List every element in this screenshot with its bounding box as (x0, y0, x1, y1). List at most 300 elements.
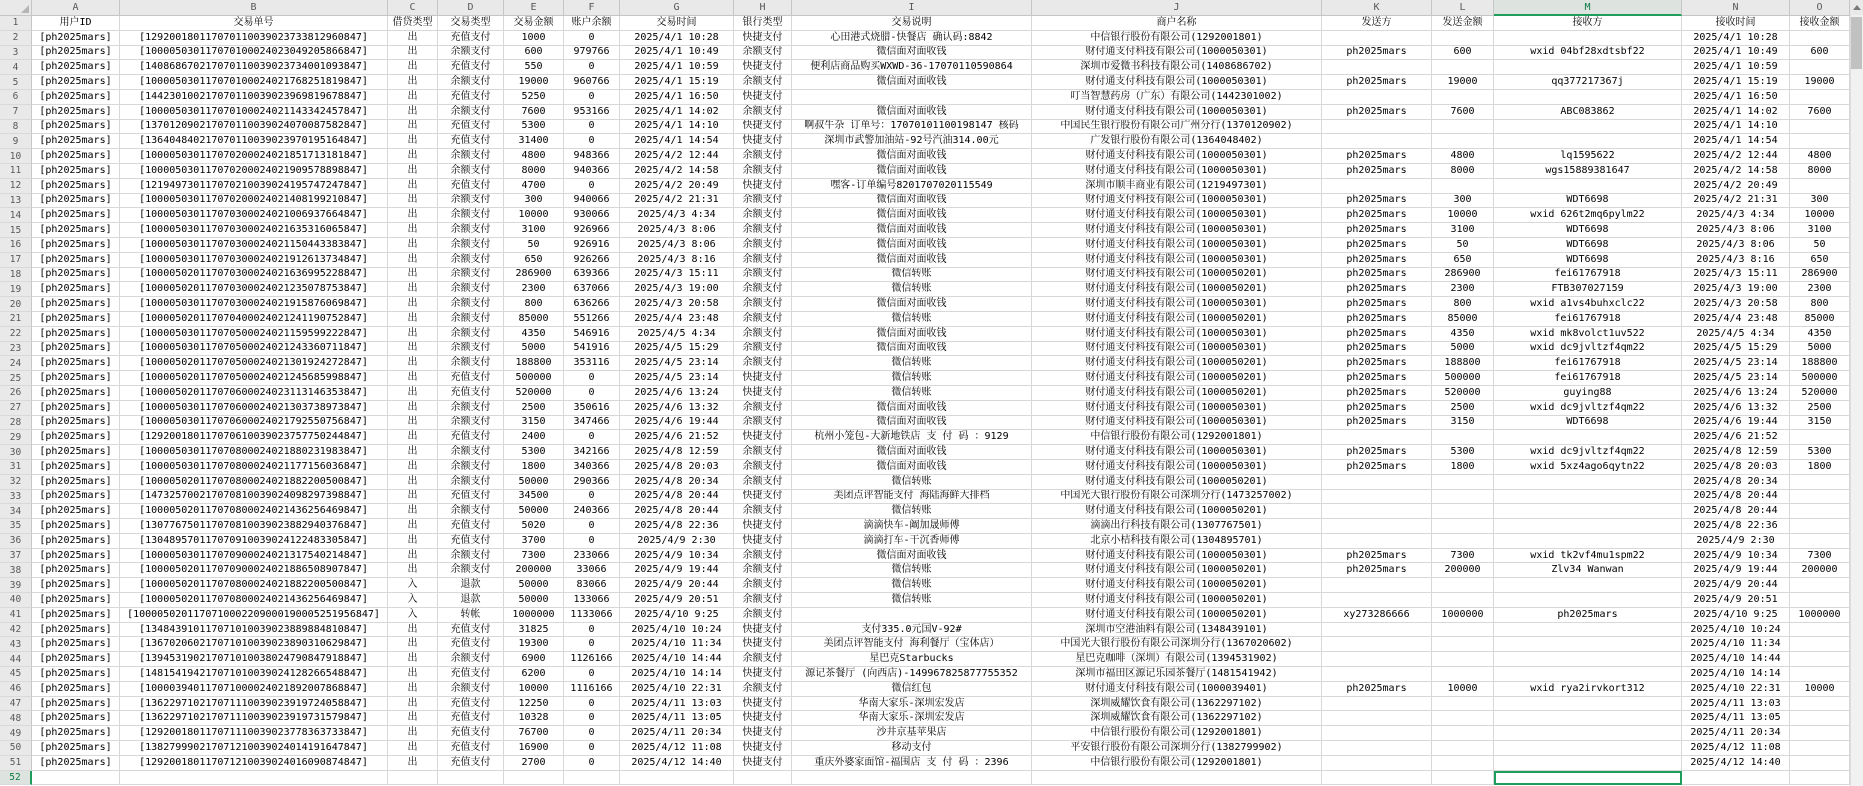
cell-N33[interactable]: 2025/4/8 20:44 (1682, 490, 1790, 505)
cell-O8[interactable] (1790, 120, 1850, 135)
cell-H6[interactable]: 快捷支付 (734, 90, 792, 105)
cell-M44[interactable] (1494, 652, 1682, 667)
cell-A1[interactable]: 用户ID (32, 16, 120, 31)
cell-M6[interactable] (1494, 90, 1682, 105)
cell-C2[interactable]: 出 (388, 31, 438, 46)
cell-N1[interactable]: 接收时间 (1682, 16, 1790, 31)
cell-K27[interactable]: ph2025mars (1322, 401, 1432, 416)
cell-G11[interactable]: 2025/4/2 14:58 (620, 164, 734, 179)
cell-G39[interactable]: 2025/4/9 20:44 (620, 578, 734, 593)
cell-F30[interactable]: 342166 (564, 445, 620, 460)
cell-O15[interactable]: 3100 (1790, 223, 1850, 238)
cell-F43[interactable]: 0 (564, 637, 620, 652)
cell-H25[interactable]: 快捷支付 (734, 371, 792, 386)
row-header-15[interactable]: 15 (0, 223, 32, 238)
cell-L15[interactable]: 3100 (1432, 223, 1494, 238)
cell-A48[interactable]: [ph2025mars] (32, 711, 120, 726)
cell-D49[interactable]: 充值支付 (438, 726, 504, 741)
cell-C19[interactable]: 出 (388, 282, 438, 297)
cell-B17[interactable]: [100005030117070300024021912613734847] (120, 253, 388, 268)
cell-C27[interactable]: 出 (388, 401, 438, 416)
cell-N24[interactable]: 2025/4/5 23:14 (1682, 356, 1790, 371)
row-header-38[interactable]: 38 (0, 563, 32, 578)
cell-N16[interactable]: 2025/4/3 8:06 (1682, 238, 1790, 253)
cell-L34[interactable] (1432, 504, 1494, 519)
cell-E4[interactable]: 550 (504, 60, 564, 75)
row-header-50[interactable]: 50 (0, 741, 32, 756)
cell-F27[interactable]: 350616 (564, 401, 620, 416)
cell-I19[interactable]: 微信转账 (792, 282, 1032, 297)
row-header-39[interactable]: 39 (0, 578, 32, 593)
cell-D21[interactable]: 余额支付 (438, 312, 504, 327)
cell-J51[interactable]: 中信银行股份有限公司(1292001801) (1032, 756, 1322, 771)
cell-O22[interactable]: 4350 (1790, 327, 1850, 342)
cell-O43[interactable] (1790, 637, 1850, 652)
cell-G4[interactable]: 2025/4/1 10:59 (620, 60, 734, 75)
cell-I4[interactable]: 便利店商品购买WXWD-36-17070110590864 (792, 60, 1032, 75)
cell-B50[interactable]: [138279990217071210039024014191647847] (120, 741, 388, 756)
column-header-E[interactable]: E (504, 0, 564, 16)
row-header-21[interactable]: 21 (0, 312, 32, 327)
cell-N6[interactable]: 2025/4/1 16:50 (1682, 90, 1790, 105)
cell-A50[interactable]: [ph2025mars] (32, 741, 120, 756)
row-header-41[interactable]: 41 (0, 608, 32, 623)
cell-H27[interactable]: 余额支付 (734, 401, 792, 416)
cell-M33[interactable] (1494, 490, 1682, 505)
cell-K25[interactable]: ph2025mars (1322, 371, 1432, 386)
cell-C23[interactable]: 出 (388, 342, 438, 357)
row-header-49[interactable]: 49 (0, 726, 32, 741)
cell-O52[interactable] (1790, 771, 1850, 786)
cell-B37[interactable]: [100005030117070900024021317540214847] (120, 549, 388, 564)
cell-F49[interactable]: 0 (564, 726, 620, 741)
cell-I10[interactable]: 微信面对面收钱 (792, 149, 1032, 164)
cell-E29[interactable]: 2400 (504, 430, 564, 445)
cell-L14[interactable]: 10000 (1432, 208, 1494, 223)
cell-A30[interactable]: [ph2025mars] (32, 445, 120, 460)
cell-L17[interactable]: 650 (1432, 253, 1494, 268)
cell-B52[interactable] (120, 771, 388, 786)
cell-M19[interactable]: FTB307027159 (1494, 282, 1682, 297)
cell-K36[interactable] (1322, 534, 1432, 549)
row-header-3[interactable]: 3 (0, 46, 32, 61)
cell-N5[interactable]: 2025/4/1 15:19 (1682, 75, 1790, 90)
cell-H17[interactable]: 余额支付 (734, 253, 792, 268)
cell-M7[interactable]: ABC083862 (1494, 105, 1682, 120)
cell-N22[interactable]: 2025/4/5 4:34 (1682, 327, 1790, 342)
cell-O33[interactable] (1790, 490, 1850, 505)
cell-D35[interactable]: 充值支付 (438, 519, 504, 534)
cell-E20[interactable]: 800 (504, 297, 564, 312)
cell-F24[interactable]: 353116 (564, 356, 620, 371)
cell-L35[interactable] (1432, 519, 1494, 534)
cell-I2[interactable]: 心田港式烧腊-快餐店 确认码:8842 (792, 31, 1032, 46)
cell-O9[interactable] (1790, 134, 1850, 149)
cell-F16[interactable]: 926916 (564, 238, 620, 253)
cell-F14[interactable]: 930066 (564, 208, 620, 223)
cell-I18[interactable]: 微信转账 (792, 268, 1032, 283)
cell-F7[interactable]: 953166 (564, 105, 620, 120)
cell-L46[interactable]: 10000 (1432, 682, 1494, 697)
cell-M15[interactable]: WDT6698 (1494, 223, 1682, 238)
cell-M16[interactable]: WDT6698 (1494, 238, 1682, 253)
cell-L1[interactable]: 发送金额 (1432, 16, 1494, 31)
column-header-N[interactable]: N (1682, 0, 1790, 16)
cell-J36[interactable]: 北京小桔科技有限公司(1304895701) (1032, 534, 1322, 549)
cell-J44[interactable]: 星巴克咖啡（深圳）有限公司(1394531902) (1032, 652, 1322, 667)
cell-D44[interactable]: 余额支付 (438, 652, 504, 667)
cell-F40[interactable]: 133066 (564, 593, 620, 608)
row-header-24[interactable]: 24 (0, 356, 32, 371)
cell-K23[interactable]: ph2025mars (1322, 342, 1432, 357)
cell-B25[interactable]: [100005020117070500024021245685998847] (120, 371, 388, 386)
cell-O6[interactable] (1790, 90, 1850, 105)
cell-O37[interactable]: 7300 (1790, 549, 1850, 564)
cell-I41[interactable] (792, 608, 1032, 623)
cell-C10[interactable]: 出 (388, 149, 438, 164)
cell-A38[interactable]: [ph2025mars] (32, 563, 120, 578)
row-header-20[interactable]: 20 (0, 297, 32, 312)
cell-O1[interactable]: 接收金额 (1790, 16, 1850, 31)
cell-G37[interactable]: 2025/4/9 10:34 (620, 549, 734, 564)
cell-I50[interactable]: 移动支付 (792, 741, 1032, 756)
cell-K51[interactable] (1322, 756, 1432, 771)
cell-M39[interactable] (1494, 578, 1682, 593)
cell-K45[interactable] (1322, 667, 1432, 682)
cell-I23[interactable]: 微信面对面收钱 (792, 342, 1032, 357)
cell-I17[interactable]: 微信面对面收钱 (792, 253, 1032, 268)
cell-N25[interactable]: 2025/4/5 23:14 (1682, 371, 1790, 386)
cell-G52[interactable] (620, 771, 734, 786)
row-header-40[interactable]: 40 (0, 593, 32, 608)
cell-H40[interactable]: 余额支付 (734, 593, 792, 608)
cell-O27[interactable]: 2500 (1790, 401, 1850, 416)
cell-H37[interactable]: 余额支付 (734, 549, 792, 564)
cell-B30[interactable]: [100005030117070800024021880231983847] (120, 445, 388, 460)
cell-H8[interactable]: 快捷支付 (734, 120, 792, 135)
cell-E5[interactable]: 19000 (504, 75, 564, 90)
cell-N3[interactable]: 2025/4/1 10:49 (1682, 46, 1790, 61)
cell-H46[interactable]: 余额支付 (734, 682, 792, 697)
row-header-27[interactable]: 27 (0, 401, 32, 416)
cell-N27[interactable]: 2025/4/6 13:32 (1682, 401, 1790, 416)
cell-H52[interactable] (734, 771, 792, 786)
cell-O4[interactable] (1790, 60, 1850, 75)
cell-H39[interactable]: 余额支付 (734, 578, 792, 593)
cell-I3[interactable]: 微信面对面收钱 (792, 46, 1032, 61)
cell-A5[interactable]: [ph2025mars] (32, 75, 120, 90)
cell-I46[interactable]: 微信红包 (792, 682, 1032, 697)
vertical-scrollbar[interactable] (1850, 0, 1863, 786)
cell-D36[interactable]: 充值支付 (438, 534, 504, 549)
cell-F22[interactable]: 546916 (564, 327, 620, 342)
cell-H33[interactable]: 快捷支付 (734, 490, 792, 505)
cell-J16[interactable]: 财付通支付科技有限公司(1000050301) (1032, 238, 1322, 253)
cell-G42[interactable]: 2025/4/10 10:24 (620, 623, 734, 638)
cell-I33[interactable]: 美团点评智能支付 海陆海鲜大排档 (792, 490, 1032, 505)
cell-F26[interactable]: 0 (564, 386, 620, 401)
cell-D48[interactable]: 充值支付 (438, 711, 504, 726)
cell-J38[interactable]: 财付通支付科技有限公司(1000050201) (1032, 563, 1322, 578)
cell-G26[interactable]: 2025/4/6 13:24 (620, 386, 734, 401)
cell-C51[interactable]: 出 (388, 756, 438, 771)
cell-I49[interactable]: 沙井京基苹果店 (792, 726, 1032, 741)
cell-N30[interactable]: 2025/4/8 12:59 (1682, 445, 1790, 460)
cell-B3[interactable]: [100005030117070100024023049205866847] (120, 46, 388, 61)
cell-N21[interactable]: 2025/4/4 23:48 (1682, 312, 1790, 327)
cell-D24[interactable]: 余额支付 (438, 356, 504, 371)
cell-E11[interactable]: 8000 (504, 164, 564, 179)
cell-E41[interactable]: 1000000 (504, 608, 564, 623)
cell-A45[interactable]: [ph2025mars] (32, 667, 120, 682)
cell-M2[interactable] (1494, 31, 1682, 46)
cell-E2[interactable]: 1000 (504, 31, 564, 46)
cell-E38[interactable]: 200000 (504, 563, 564, 578)
cell-G22[interactable]: 2025/4/5 4:34 (620, 327, 734, 342)
row-header-45[interactable]: 45 (0, 667, 32, 682)
cell-A6[interactable]: [ph2025mars] (32, 90, 120, 105)
cell-F19[interactable]: 637066 (564, 282, 620, 297)
cell-E46[interactable]: 10000 (504, 682, 564, 697)
cell-D20[interactable]: 余额支付 (438, 297, 504, 312)
cell-K26[interactable]: ph2025mars (1322, 386, 1432, 401)
cell-B51[interactable]: [129200180117071210039024016090874847] (120, 756, 388, 771)
cell-G3[interactable]: 2025/4/1 10:49 (620, 46, 734, 61)
cell-O50[interactable] (1790, 741, 1850, 756)
cell-M4[interactable] (1494, 60, 1682, 75)
cell-D25[interactable]: 充值支付 (438, 371, 504, 386)
cell-E45[interactable]: 6200 (504, 667, 564, 682)
cell-L9[interactable] (1432, 134, 1494, 149)
cell-F45[interactable]: 0 (564, 667, 620, 682)
cell-G10[interactable]: 2025/4/2 12:44 (620, 149, 734, 164)
cell-A10[interactable]: [ph2025mars] (32, 149, 120, 164)
cell-C46[interactable]: 出 (388, 682, 438, 697)
cell-H10[interactable]: 余额支付 (734, 149, 792, 164)
cell-D5[interactable]: 余额支付 (438, 75, 504, 90)
cell-L12[interactable] (1432, 179, 1494, 194)
cell-N38[interactable]: 2025/4/9 19:44 (1682, 563, 1790, 578)
cell-A25[interactable]: [ph2025mars] (32, 371, 120, 386)
cell-C8[interactable]: 出 (388, 120, 438, 135)
cell-D45[interactable]: 充值支付 (438, 667, 504, 682)
cell-A9[interactable]: [ph2025mars] (32, 134, 120, 149)
column-header-K[interactable]: K (1322, 0, 1432, 16)
cell-A13[interactable]: [ph2025mars] (32, 194, 120, 209)
cell-G9[interactable]: 2025/4/1 14:54 (620, 134, 734, 149)
cell-O31[interactable]: 1800 (1790, 460, 1850, 475)
cell-H13[interactable]: 余额支付 (734, 194, 792, 209)
cell-E10[interactable]: 4800 (504, 149, 564, 164)
cell-J23[interactable]: 财付通支付科技有限公司(1000050301) (1032, 342, 1322, 357)
cell-M8[interactable] (1494, 120, 1682, 135)
cell-H31[interactable]: 余额支付 (734, 460, 792, 475)
cell-E36[interactable]: 3700 (504, 534, 564, 549)
cell-F11[interactable]: 940366 (564, 164, 620, 179)
cell-E26[interactable]: 520000 (504, 386, 564, 401)
cell-A29[interactable]: [ph2025mars] (32, 430, 120, 445)
cell-D18[interactable]: 余额支付 (438, 268, 504, 283)
cell-F9[interactable]: 0 (564, 134, 620, 149)
cell-O41[interactable]: 1000000 (1790, 608, 1850, 623)
cell-M29[interactable] (1494, 430, 1682, 445)
cell-I45[interactable]: 源记茶餐厅 (向西店)-149967825877755352 (792, 667, 1032, 682)
cell-K6[interactable] (1322, 90, 1432, 105)
cell-A20[interactable]: [ph2025mars] (32, 297, 120, 312)
cell-G33[interactable]: 2025/4/8 20:44 (620, 490, 734, 505)
cell-A28[interactable]: [ph2025mars] (32, 416, 120, 431)
cell-C17[interactable]: 出 (388, 253, 438, 268)
cell-N20[interactable]: 2025/4/3 20:58 (1682, 297, 1790, 312)
cell-N12[interactable]: 2025/4/2 20:49 (1682, 179, 1790, 194)
cell-F1[interactable]: 账户余额 (564, 16, 620, 31)
cell-A47[interactable]: [ph2025mars] (32, 697, 120, 712)
cell-E7[interactable]: 7600 (504, 105, 564, 120)
cell-M49[interactable] (1494, 726, 1682, 741)
row-header-10[interactable]: 10 (0, 149, 32, 164)
cell-G48[interactable]: 2025/4/11 13:05 (620, 711, 734, 726)
cell-N14[interactable]: 2025/4/3 4:34 (1682, 208, 1790, 223)
cell-J50[interactable]: 平安银行股份有限公司深圳分行(1382799902) (1032, 741, 1322, 756)
cell-N15[interactable]: 2025/4/3 8:06 (1682, 223, 1790, 238)
cell-C4[interactable]: 出 (388, 60, 438, 75)
scroll-up-button[interactable] (1850, 0, 1863, 15)
cell-G6[interactable]: 2025/4/1 16:50 (620, 90, 734, 105)
cell-M20[interactable]: wxid a1vs4buhxclc22 (1494, 297, 1682, 312)
cell-E23[interactable]: 5000 (504, 342, 564, 357)
cell-C30[interactable]: 出 (388, 445, 438, 460)
cell-C39[interactable]: 入 (388, 578, 438, 593)
cell-L28[interactable]: 3150 (1432, 416, 1494, 431)
column-header-L[interactable]: L (1432, 0, 1494, 16)
cell-K18[interactable]: ph2025mars (1322, 268, 1432, 283)
cell-K46[interactable]: ph2025mars (1322, 682, 1432, 697)
cell-J14[interactable]: 财付通支付科技有限公司(1000050301) (1032, 208, 1322, 223)
cell-J10[interactable]: 财付通支付科技有限公司(1000050301) (1032, 149, 1322, 164)
cell-L20[interactable]: 800 (1432, 297, 1494, 312)
row-header-8[interactable]: 8 (0, 120, 32, 135)
row-header-5[interactable]: 5 (0, 75, 32, 90)
cell-J21[interactable]: 财付通支付科技有限公司(1000050201) (1032, 312, 1322, 327)
cell-O51[interactable] (1790, 756, 1850, 771)
cell-I16[interactable]: 微信面对面收钱 (792, 238, 1032, 253)
cell-G44[interactable]: 2025/4/10 14:44 (620, 652, 734, 667)
cell-I11[interactable]: 微信面对面收钱 (792, 164, 1032, 179)
cell-I25[interactable]: 微信转账 (792, 371, 1032, 386)
cell-J9[interactable]: 广发银行股份有限公司(1364048402) (1032, 134, 1322, 149)
cell-J42[interactable]: 深圳市空港油料有限公司(1348439101) (1032, 623, 1322, 638)
cell-F42[interactable]: 0 (564, 623, 620, 638)
cell-J5[interactable]: 财付通支付科技有限公司(1000050301) (1032, 75, 1322, 90)
cell-I14[interactable]: 微信面对面收钱 (792, 208, 1032, 223)
cell-C28[interactable]: 出 (388, 416, 438, 431)
cell-A49[interactable]: [ph2025mars] (32, 726, 120, 741)
cell-D11[interactable]: 余额支付 (438, 164, 504, 179)
cell-B41[interactable]: [1000050201170710002209000190005251956847] (120, 608, 388, 623)
cell-G34[interactable]: 2025/4/8 20:44 (620, 504, 734, 519)
cell-E12[interactable]: 4700 (504, 179, 564, 194)
cell-D15[interactable]: 余额支付 (438, 223, 504, 238)
cell-J3[interactable]: 财付通支付科技有限公司(1000050301) (1032, 46, 1322, 61)
cell-B44[interactable]: [139453190217071010038024790847918847] (120, 652, 388, 667)
cell-J11[interactable]: 财付通支付科技有限公司(1000050301) (1032, 164, 1322, 179)
cell-F35[interactable]: 0 (564, 519, 620, 534)
cell-L29[interactable] (1432, 430, 1494, 445)
cell-L27[interactable]: 2500 (1432, 401, 1494, 416)
cell-I1[interactable]: 交易说明 (792, 16, 1032, 31)
cell-C6[interactable]: 出 (388, 90, 438, 105)
cell-E28[interactable]: 3150 (504, 416, 564, 431)
cell-C9[interactable]: 出 (388, 134, 438, 149)
cell-B31[interactable]: [100005030117070800024021177156036847] (120, 460, 388, 475)
row-header-19[interactable]: 19 (0, 282, 32, 297)
column-header-G[interactable]: G (620, 0, 734, 16)
cell-M32[interactable] (1494, 475, 1682, 490)
cell-N11[interactable]: 2025/4/2 14:58 (1682, 164, 1790, 179)
cell-D41[interactable]: 转帐 (438, 608, 504, 623)
cell-H26[interactable]: 快捷支付 (734, 386, 792, 401)
cell-F37[interactable]: 233066 (564, 549, 620, 564)
cell-K52[interactable] (1322, 771, 1432, 786)
cell-O11[interactable]: 8000 (1790, 164, 1850, 179)
cell-L25[interactable]: 500000 (1432, 371, 1494, 386)
cell-O34[interactable] (1790, 504, 1850, 519)
cell-M38[interactable]: Zlv34 Wanwan (1494, 563, 1682, 578)
cell-E3[interactable]: 600 (504, 46, 564, 61)
cell-F3[interactable]: 979766 (564, 46, 620, 61)
cell-B32[interactable]: [100005020117070800024021882200500847] (120, 475, 388, 490)
cell-B24[interactable]: [100005020117070500024021301924272847] (120, 356, 388, 371)
cell-G12[interactable]: 2025/4/2 20:49 (620, 179, 734, 194)
row-header-9[interactable]: 9 (0, 134, 32, 149)
cell-C33[interactable]: 出 (388, 490, 438, 505)
cell-H12[interactable]: 快捷支付 (734, 179, 792, 194)
cell-B10[interactable]: [100005030117070200024021851713181847] (120, 149, 388, 164)
cell-D1[interactable]: 交易类型 (438, 16, 504, 31)
cell-B28[interactable]: [100005030117070600024021792550756847] (120, 416, 388, 431)
cell-C3[interactable]: 出 (388, 46, 438, 61)
cell-E34[interactable]: 50000 (504, 504, 564, 519)
cell-I43[interactable]: 美团点评智能支付 海利餐厅（宝体店） (792, 637, 1032, 652)
cell-A2[interactable]: [ph2025mars] (32, 31, 120, 46)
cell-F46[interactable]: 1116166 (564, 682, 620, 697)
cell-M27[interactable]: wxid dc9jvltzf4qm22 (1494, 401, 1682, 416)
cell-F4[interactable]: 0 (564, 60, 620, 75)
cell-O2[interactable] (1790, 31, 1850, 46)
cell-O21[interactable]: 85000 (1790, 312, 1850, 327)
cell-C16[interactable]: 出 (388, 238, 438, 253)
cell-J45[interactable]: 深圳市福田区源记乐园茶餐厅(1481541942) (1032, 667, 1322, 682)
cell-C31[interactable]: 出 (388, 460, 438, 475)
cell-F34[interactable]: 240366 (564, 504, 620, 519)
cell-K21[interactable]: ph2025mars (1322, 312, 1432, 327)
cell-L3[interactable]: 600 (1432, 46, 1494, 61)
cell-H24[interactable]: 余额支付 (734, 356, 792, 371)
cell-I29[interactable]: 杭州小笼包-大新地铁店 支 付 码 ：9129 (792, 430, 1032, 445)
cell-A18[interactable]: [ph2025mars] (32, 268, 120, 283)
cell-H41[interactable]: 余额支付 (734, 608, 792, 623)
cell-A35[interactable]: [ph2025mars] (32, 519, 120, 534)
cell-K33[interactable] (1322, 490, 1432, 505)
cell-M11[interactable]: wgs15889381647 (1494, 164, 1682, 179)
cell-L4[interactable] (1432, 60, 1494, 75)
cell-B47[interactable]: [136229710217071110039023919724058847] (120, 697, 388, 712)
cell-D14[interactable]: 余额支付 (438, 208, 504, 223)
cell-N44[interactable]: 2025/4/10 14:44 (1682, 652, 1790, 667)
row-header-25[interactable]: 25 (0, 371, 32, 386)
row-header-36[interactable]: 36 (0, 534, 32, 549)
cell-N13[interactable]: 2025/4/2 21:31 (1682, 194, 1790, 209)
